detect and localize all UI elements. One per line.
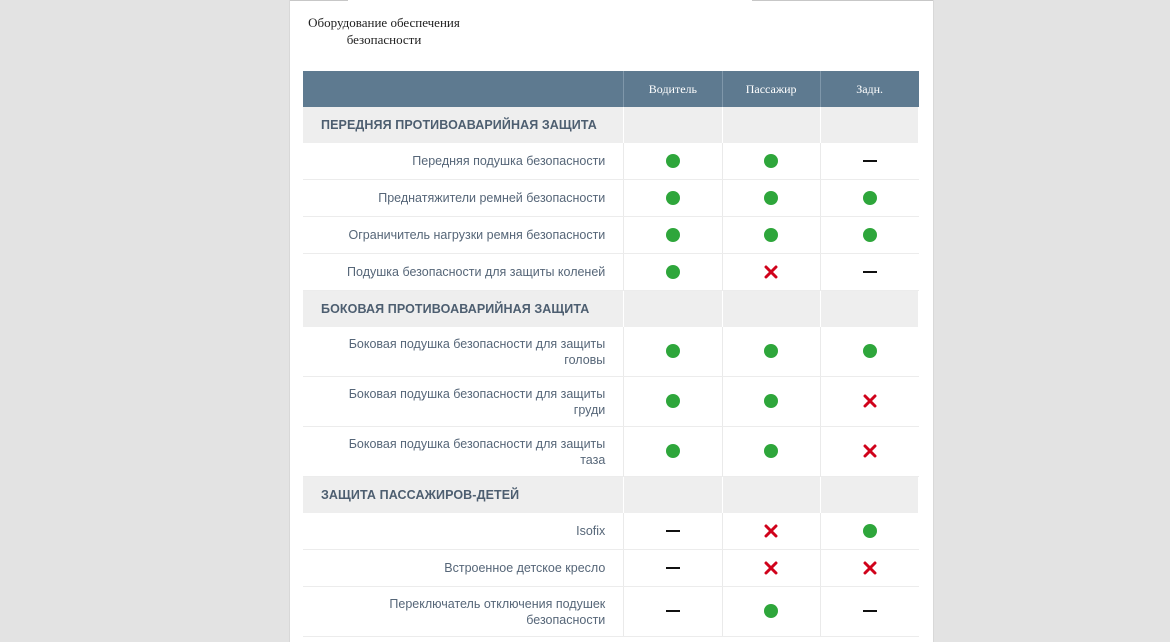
header-blank <box>303 71 624 107</box>
unavailable-cross-icon <box>764 265 778 279</box>
table-caption: Оборудование обеспечения безопасности <box>308 15 460 47</box>
table-row <box>303 513 919 550</box>
section-title: ЗАЩИТА ПАССАЖИРОВ-ДЕТЕЙ <box>303 477 624 514</box>
feature-label: Ограничитель нагрузки ремня безопасности <box>303 217 624 254</box>
not-applicable-dash-icon <box>863 610 877 612</box>
available-dot-icon <box>666 444 680 458</box>
unavailable-cross-icon <box>863 394 877 408</box>
driver-status-cell <box>624 427 722 477</box>
table-row <box>303 180 919 217</box>
unavailable-cross-icon <box>764 524 778 538</box>
section-empty-cell <box>820 477 918 514</box>
not-applicable-dash-icon <box>863 160 877 162</box>
section-empty-cell <box>722 291 820 328</box>
passenger-status-cell <box>722 180 820 217</box>
available-dot-icon <box>666 191 680 205</box>
passenger-status-cell <box>722 217 820 254</box>
header-passenger: Пассажир <box>722 71 820 107</box>
available-dot-icon <box>666 228 680 242</box>
passenger-status-cell <box>722 550 820 587</box>
table-body <box>303 107 919 637</box>
available-dot-icon <box>666 154 680 168</box>
rear-status-cell <box>820 377 918 427</box>
feature-label: Передняя подушка безопасности <box>303 143 624 180</box>
rear-status-cell <box>820 513 918 550</box>
driver-status-cell <box>624 327 722 377</box>
driver-status-cell <box>624 180 722 217</box>
table-row <box>303 217 919 254</box>
available-dot-icon <box>666 394 680 408</box>
safety-equipment-table <box>303 71 919 637</box>
section-title: БОКОВАЯ ПРОТИВОАВАРИЙНАЯ ЗАЩИТА <box>303 291 624 328</box>
available-dot-icon <box>764 344 778 358</box>
driver-status-cell <box>624 143 722 180</box>
table-header-row <box>303 71 919 107</box>
feature-label: Подушка безопасности для защиты коленей <box>303 254 624 291</box>
table-row <box>303 327 919 377</box>
passenger-status-cell <box>722 513 820 550</box>
section-empty-cell <box>624 107 722 143</box>
unavailable-cross-icon <box>764 561 778 575</box>
section-title: ПЕРЕДНЯЯ ПРОТИВОАВАРИЙНАЯ ЗАЩИТА <box>303 107 624 143</box>
rear-status-cell <box>820 143 918 180</box>
section-row <box>303 291 919 328</box>
feature-label: Встроенное детское кресло <box>303 550 624 587</box>
available-dot-icon <box>863 344 877 358</box>
feature-label: Isofix <box>303 513 624 550</box>
available-dot-icon <box>764 154 778 168</box>
driver-status-cell <box>624 217 722 254</box>
not-applicable-dash-icon <box>863 271 877 273</box>
available-dot-icon <box>863 524 877 538</box>
driver-status-cell <box>624 587 722 637</box>
available-dot-icon <box>764 191 778 205</box>
rear-status-cell <box>820 427 918 477</box>
section-empty-cell <box>820 107 918 143</box>
feature-label: Боковая подушка безопасности для защиты головы <box>303 327 624 377</box>
table-row <box>303 254 919 291</box>
rear-status-cell <box>820 254 918 291</box>
driver-status-cell <box>624 550 722 587</box>
available-dot-icon <box>666 265 680 279</box>
not-applicable-dash-icon <box>666 610 680 612</box>
passenger-status-cell <box>722 143 820 180</box>
passenger-status-cell <box>722 327 820 377</box>
divider <box>752 0 933 1</box>
driver-status-cell <box>624 513 722 550</box>
available-dot-icon <box>764 228 778 242</box>
feature-label: Преднатяжители ремней безопасности <box>303 180 624 217</box>
rear-status-cell <box>820 587 918 637</box>
rear-status-cell <box>820 327 918 377</box>
not-applicable-dash-icon <box>666 530 680 532</box>
rear-status-cell <box>820 550 918 587</box>
passenger-status-cell <box>722 587 820 637</box>
driver-status-cell <box>624 254 722 291</box>
available-dot-icon <box>764 444 778 458</box>
available-dot-icon <box>863 191 877 205</box>
available-dot-icon <box>863 228 877 242</box>
unavailable-cross-icon <box>863 444 877 458</box>
header-driver: Водитель <box>624 71 722 107</box>
section-empty-cell <box>624 291 722 328</box>
table-row <box>303 143 919 180</box>
section-row <box>303 477 919 514</box>
feature-label: Переключатель отключения подушек безопасности <box>303 587 624 637</box>
driver-status-cell <box>624 377 722 427</box>
table-row <box>303 550 919 587</box>
table-row <box>303 587 919 637</box>
section-empty-cell <box>722 477 820 514</box>
table-row <box>303 427 919 477</box>
section-row <box>303 107 919 143</box>
passenger-status-cell <box>722 427 820 477</box>
header-rear: Задн. <box>820 71 918 107</box>
rear-status-cell <box>820 217 918 254</box>
divider <box>290 0 348 1</box>
available-dot-icon <box>666 344 680 358</box>
passenger-status-cell <box>722 377 820 427</box>
rear-status-cell <box>820 180 918 217</box>
section-empty-cell <box>820 291 918 328</box>
unavailable-cross-icon <box>863 561 877 575</box>
available-dot-icon <box>764 394 778 408</box>
feature-label: Боковая подушка безопасности для защиты таза <box>303 427 624 477</box>
section-empty-cell <box>624 477 722 514</box>
available-dot-icon <box>764 604 778 618</box>
table-row <box>303 377 919 427</box>
passenger-status-cell <box>722 254 820 291</box>
not-applicable-dash-icon <box>666 567 680 569</box>
feature-label: Боковая подушка безопасности для защиты груди <box>303 377 624 427</box>
section-empty-cell <box>722 107 820 143</box>
